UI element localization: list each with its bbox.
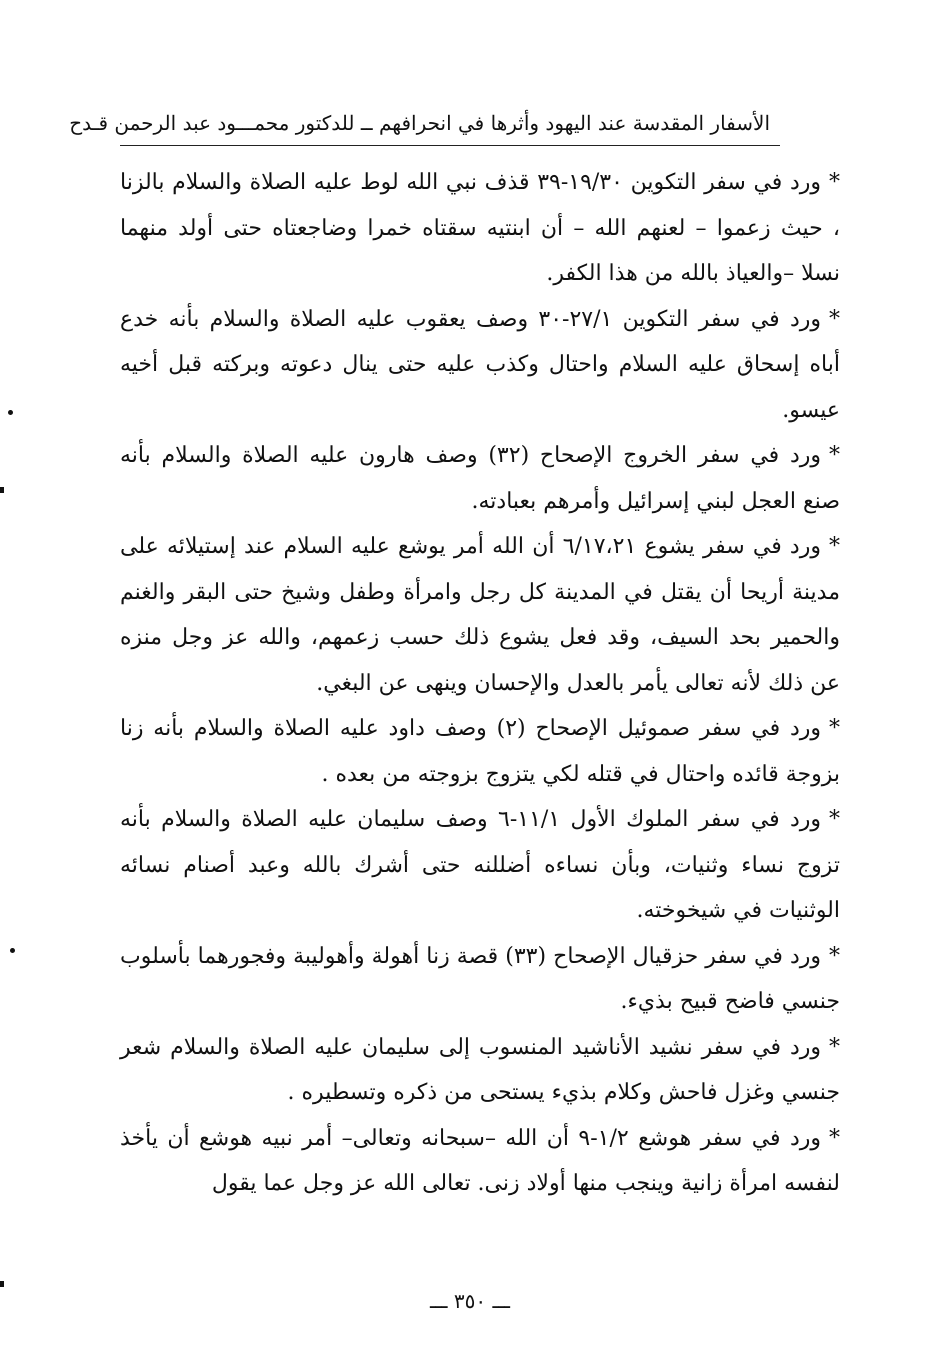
entry-2 xyxy=(120,297,840,434)
entry-text: ورد في سفر الملوك الأول ١١/١-٦ وصف سليمان عليه الصلاة والسلام بأنه تزوج نساء وثنيات، وبأن نساءه أضللنه حتى أشرك بالله وعبد أصنام نسائه الوثنيات في شيخوخته. xyxy=(120,807,840,923)
page-number: ـــ ٣٥٠ ـــ xyxy=(429,1289,511,1313)
scan-speck xyxy=(10,948,15,953)
entry-text: ورد في سفر صموئيل الإصحاح (٢) وصف داود عليه الصلاة والسلام بأنه زنا بزوجة قائده واحتال في قتله لكي يتزوج بزوجته من بعده . xyxy=(120,716,840,787)
entry-text: ورد في سفر نشيد الأناشيد المنسوب إلى سليمان عليه الصلاة والسلام شعر جنسي وغزل فاحش وكلام بذيء يستحى من ذكره وتسطيره . xyxy=(120,1034,840,1105)
bullet-star: * xyxy=(829,1034,840,1060)
entry-text: ورد في سفر هوشع ١/٢-٩ أن الله –سبحانه وتعالى– أمر نبيه هوشع أن يأخذ لنفسه امرأة زانية وينجب منها أولاد زنى. تعالى الله عز وجل عما يقول xyxy=(120,1125,840,1196)
entry-1 xyxy=(120,160,840,297)
bullet-star: * xyxy=(829,943,840,969)
scan-speck xyxy=(8,410,13,415)
bullet-star: * xyxy=(829,716,840,741)
bullet-star: * xyxy=(829,443,841,468)
bullet-star: * xyxy=(829,1125,840,1151)
entry-3 xyxy=(120,433,840,524)
running-header: الأسفار المقدسة عند اليهود وأثرها في انحرافهم ــ للدكتور محمـــود عبد الرحمن قـدح xyxy=(69,111,770,135)
scan-speck xyxy=(0,1281,4,1287)
body-text xyxy=(120,160,840,1207)
entry-7 xyxy=(120,934,840,1025)
entry-6 xyxy=(120,797,840,934)
entry-8 xyxy=(120,1025,840,1116)
scan-speck xyxy=(0,487,4,493)
bullet-star: * xyxy=(829,807,840,832)
bullet-star: * xyxy=(828,306,840,332)
entry-5 xyxy=(120,706,840,797)
entry-4 xyxy=(120,524,840,706)
entry-text: ورد في سفر التكوين ١٩/٣٠-٣٩ قذف نبي الله لوط عليه الصلاة والسلام بالزنا ، حيث زعموا – لعنهم الله – أن ابنتيه سقتاه خمرا وضاجعتاه حتى أولد منهما نسلا –والعياذ بالله من هذا الكفر. xyxy=(120,170,840,286)
bullet-star: * xyxy=(828,534,840,559)
entry-text: ورد في سفر يشوع ٦/١٧،٢١ أن الله أمر يوشع عليه السلام عند إستيلائه على مدينة أريحا أن يقتل في المدينة كل رجل وامرأة وطفل وشيخ حتى البقر والغنم والحمير بحد السيف، وقد فعل يشوع ذلك حسب زعمهم، والله عز وجل منزه عن ذلك لأنه تعالى يأمر بالعدل والإحسان وينهى عن البغي. xyxy=(120,534,840,696)
entry-text: ورد في سفر التكوين ٢٧/١-٣٠ وصف يعقوب عليه الصلاة والسلام بأنه خدع أباه إسحاق عليه السلام واحتال وكذب عليه حتى ينال دعوته وبركته قبل أخيه عيسو. xyxy=(120,306,840,423)
entry-text: ورد في سفر الخروج الإصحاح (٣٢) وصف هارون عليه الصلاة والسلام بأنه صنع العجل لبني إسرائيل وأمرهم بعبادته. xyxy=(120,443,840,514)
entry-text: ورد في سفر حزقيال الإصحاح (٣٣) قصة زنا أهولة وأهوليبة وفجورهما بأسلوب جنسي فاضح قبيح بذيء. xyxy=(120,943,840,1014)
entry-9 xyxy=(120,1116,840,1207)
bullet-star: * xyxy=(829,170,840,195)
header-rule xyxy=(120,145,780,146)
